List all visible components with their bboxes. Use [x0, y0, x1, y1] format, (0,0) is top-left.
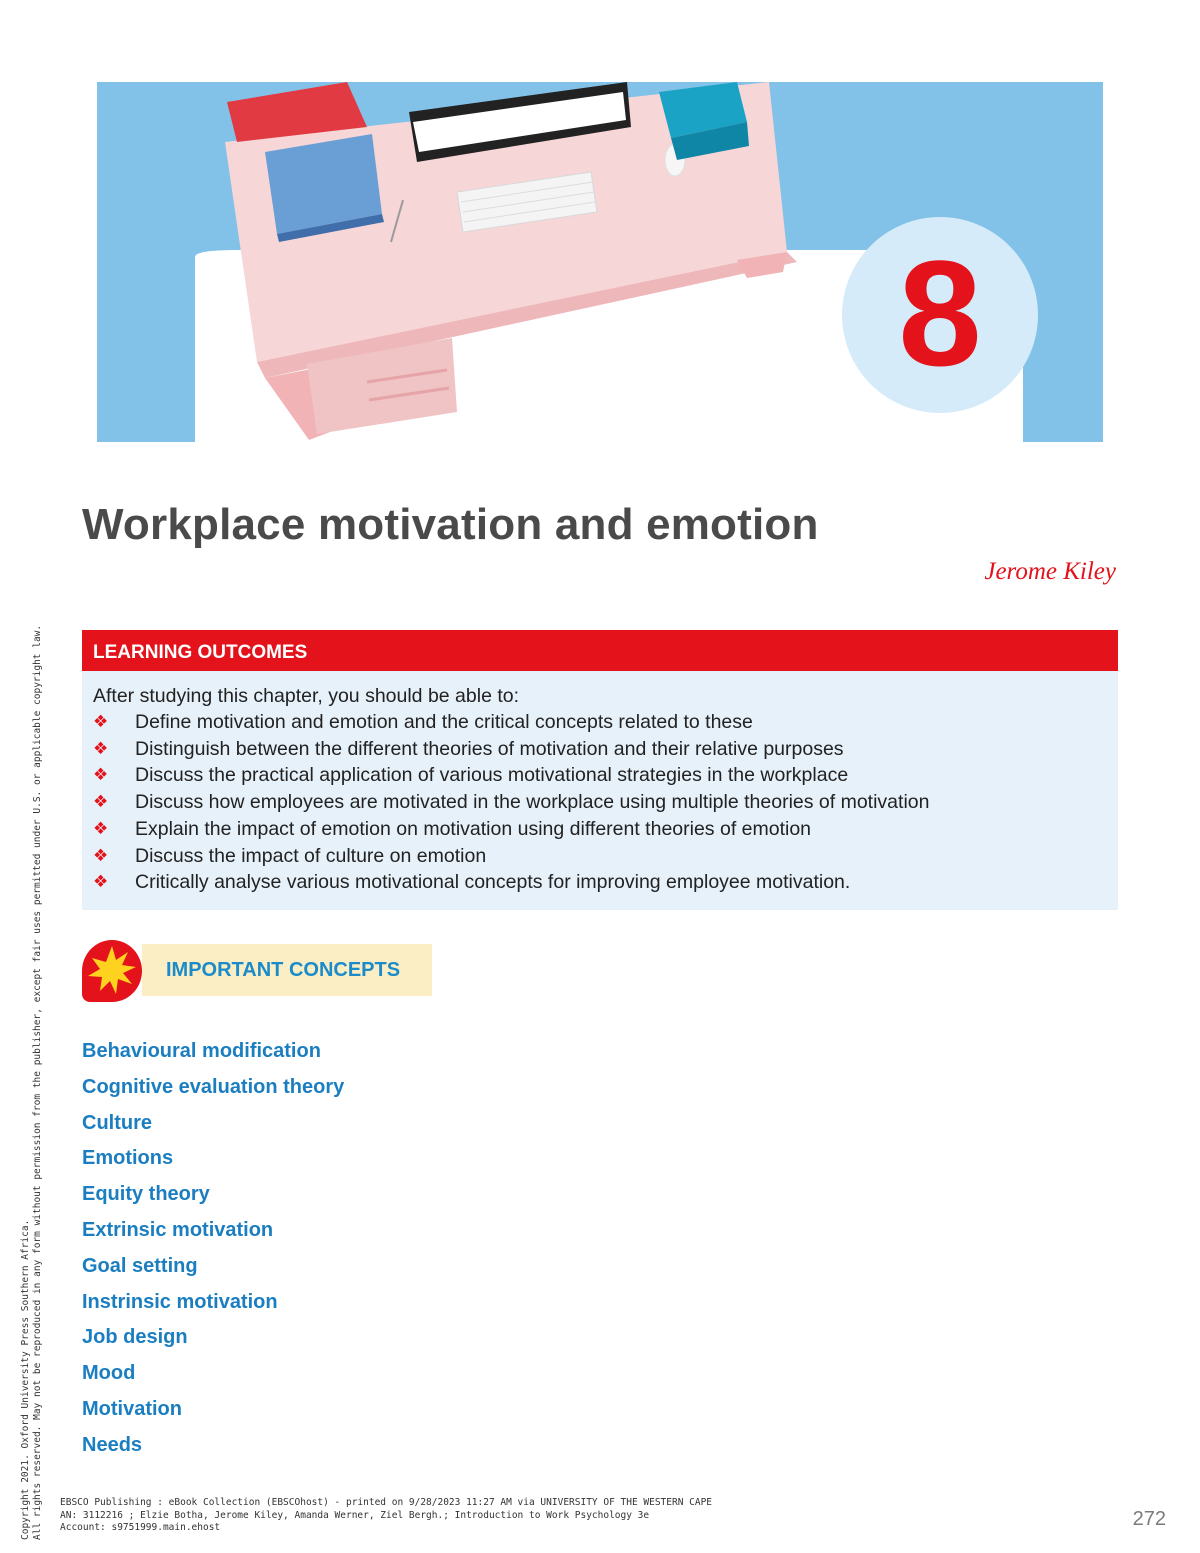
learning-outcome-item: [93, 869, 1118, 896]
learning-outcome-text: Critically analyse various motivational concepts for improving employee motivation.: [135, 871, 851, 894]
diamond-bullet-icon: ❖: [93, 738, 109, 758]
learning-outcome-text: Distinguish between the different theories of motivation and their relative purposes: [135, 737, 844, 760]
learning-outcome-item: [93, 816, 1118, 843]
concept-item: Instrinsic motivation: [82, 1290, 278, 1313]
page-number: 272: [1132, 1508, 1166, 1530]
copyright-notice: [20, 400, 44, 1540]
learning-outcomes-heading: LEARNING OUTCOMES: [82, 630, 1118, 671]
learning-outcomes-list: [82, 709, 1118, 896]
footer-line: AN: 3112216 ; Elzie Botha, Jerome Kiley, Amanda Werner, Ziel Bergh.; Introduction to Work Psychology 3e: [60, 1509, 650, 1521]
learning-outcome-item: [93, 789, 1118, 816]
concept-item: Extrinsic motivation: [82, 1218, 274, 1241]
concept-item: Goal setting: [82, 1254, 198, 1277]
concept-item: Needs: [82, 1433, 143, 1456]
chapter-number-badge: [842, 217, 1038, 413]
learning-outcomes-box: [82, 630, 1118, 910]
chapter-number: 8: [898, 229, 982, 397]
important-concepts-list: [82, 1034, 344, 1464]
learning-outcome-text: Explain the impact of emotion on motivation using different theories of emotion: [135, 817, 812, 840]
footer-line: EBSCO Publishing : eBook Collection (EBSCOhost) - printed on 9/28/2023 11:27 AM via UNIVERSITY OF THE WESTERN CAPE: [60, 1497, 713, 1508]
learning-outcome-item: [93, 736, 1118, 763]
footer-line: Account: s9751999.main.ehost: [60, 1522, 221, 1533]
ebsco-footer: [60, 1497, 712, 1535]
starburst-icon: [82, 940, 142, 1002]
diamond-bullet-icon: ❖: [93, 845, 109, 865]
diamond-bullet-icon: ❖: [93, 765, 109, 785]
concept-item: Emotions: [82, 1147, 174, 1170]
learning-outcomes-intro: After studying this chapter, you should be able to:: [93, 685, 520, 707]
important-concepts-label-box: [142, 944, 432, 996]
diamond-bullet-icon: ❖: [93, 872, 109, 892]
concept-item: Cognitive evaluation theory: [82, 1075, 345, 1098]
learning-outcome-text: Define motivation and emotion and the critical concepts related to these: [135, 711, 753, 733]
learning-outcome-item: [93, 709, 1118, 736]
copyright-line: All rights reserved. May not be reproduced in any form without permission from the publisher, except fair uses permitted under U.S. or applicable copyright law.: [32, 624, 43, 1540]
concept-item: Job design: [82, 1326, 188, 1349]
learning-outcome-item: [93, 762, 1118, 789]
learning-outcome-text: Discuss the impact of culture on emotion: [135, 844, 487, 867]
concept-item: Motivation: [82, 1397, 182, 1420]
learning-outcome-item: [93, 843, 1118, 870]
diamond-bullet-icon: ❖: [93, 792, 109, 812]
concept-item: Behavioural modification: [82, 1040, 321, 1062]
diamond-bullet-icon: ❖: [93, 712, 109, 731]
diamond-bullet-icon: ❖: [93, 818, 109, 838]
important-concepts-heading: IMPORTANT CONCEPTS: [166, 959, 401, 981]
chapter-author: Jerome Kiley: [984, 558, 1116, 585]
chapter-title: Workplace motivation and emotion: [82, 500, 819, 549]
concept-item: Culture: [82, 1111, 152, 1134]
learning-outcome-text: Discuss the practical application of various motivational strategies in the workplace: [135, 764, 849, 787]
concept-item: Equity theory: [82, 1183, 210, 1206]
copyright-line: Copyright 2021. Oxford University Press Southern Africa.: [20, 1219, 31, 1540]
learning-outcome-text: Discuss how employees are motivated in the workplace using multiple theories of motivation: [135, 791, 930, 814]
concept-item: Mood: [82, 1362, 136, 1385]
